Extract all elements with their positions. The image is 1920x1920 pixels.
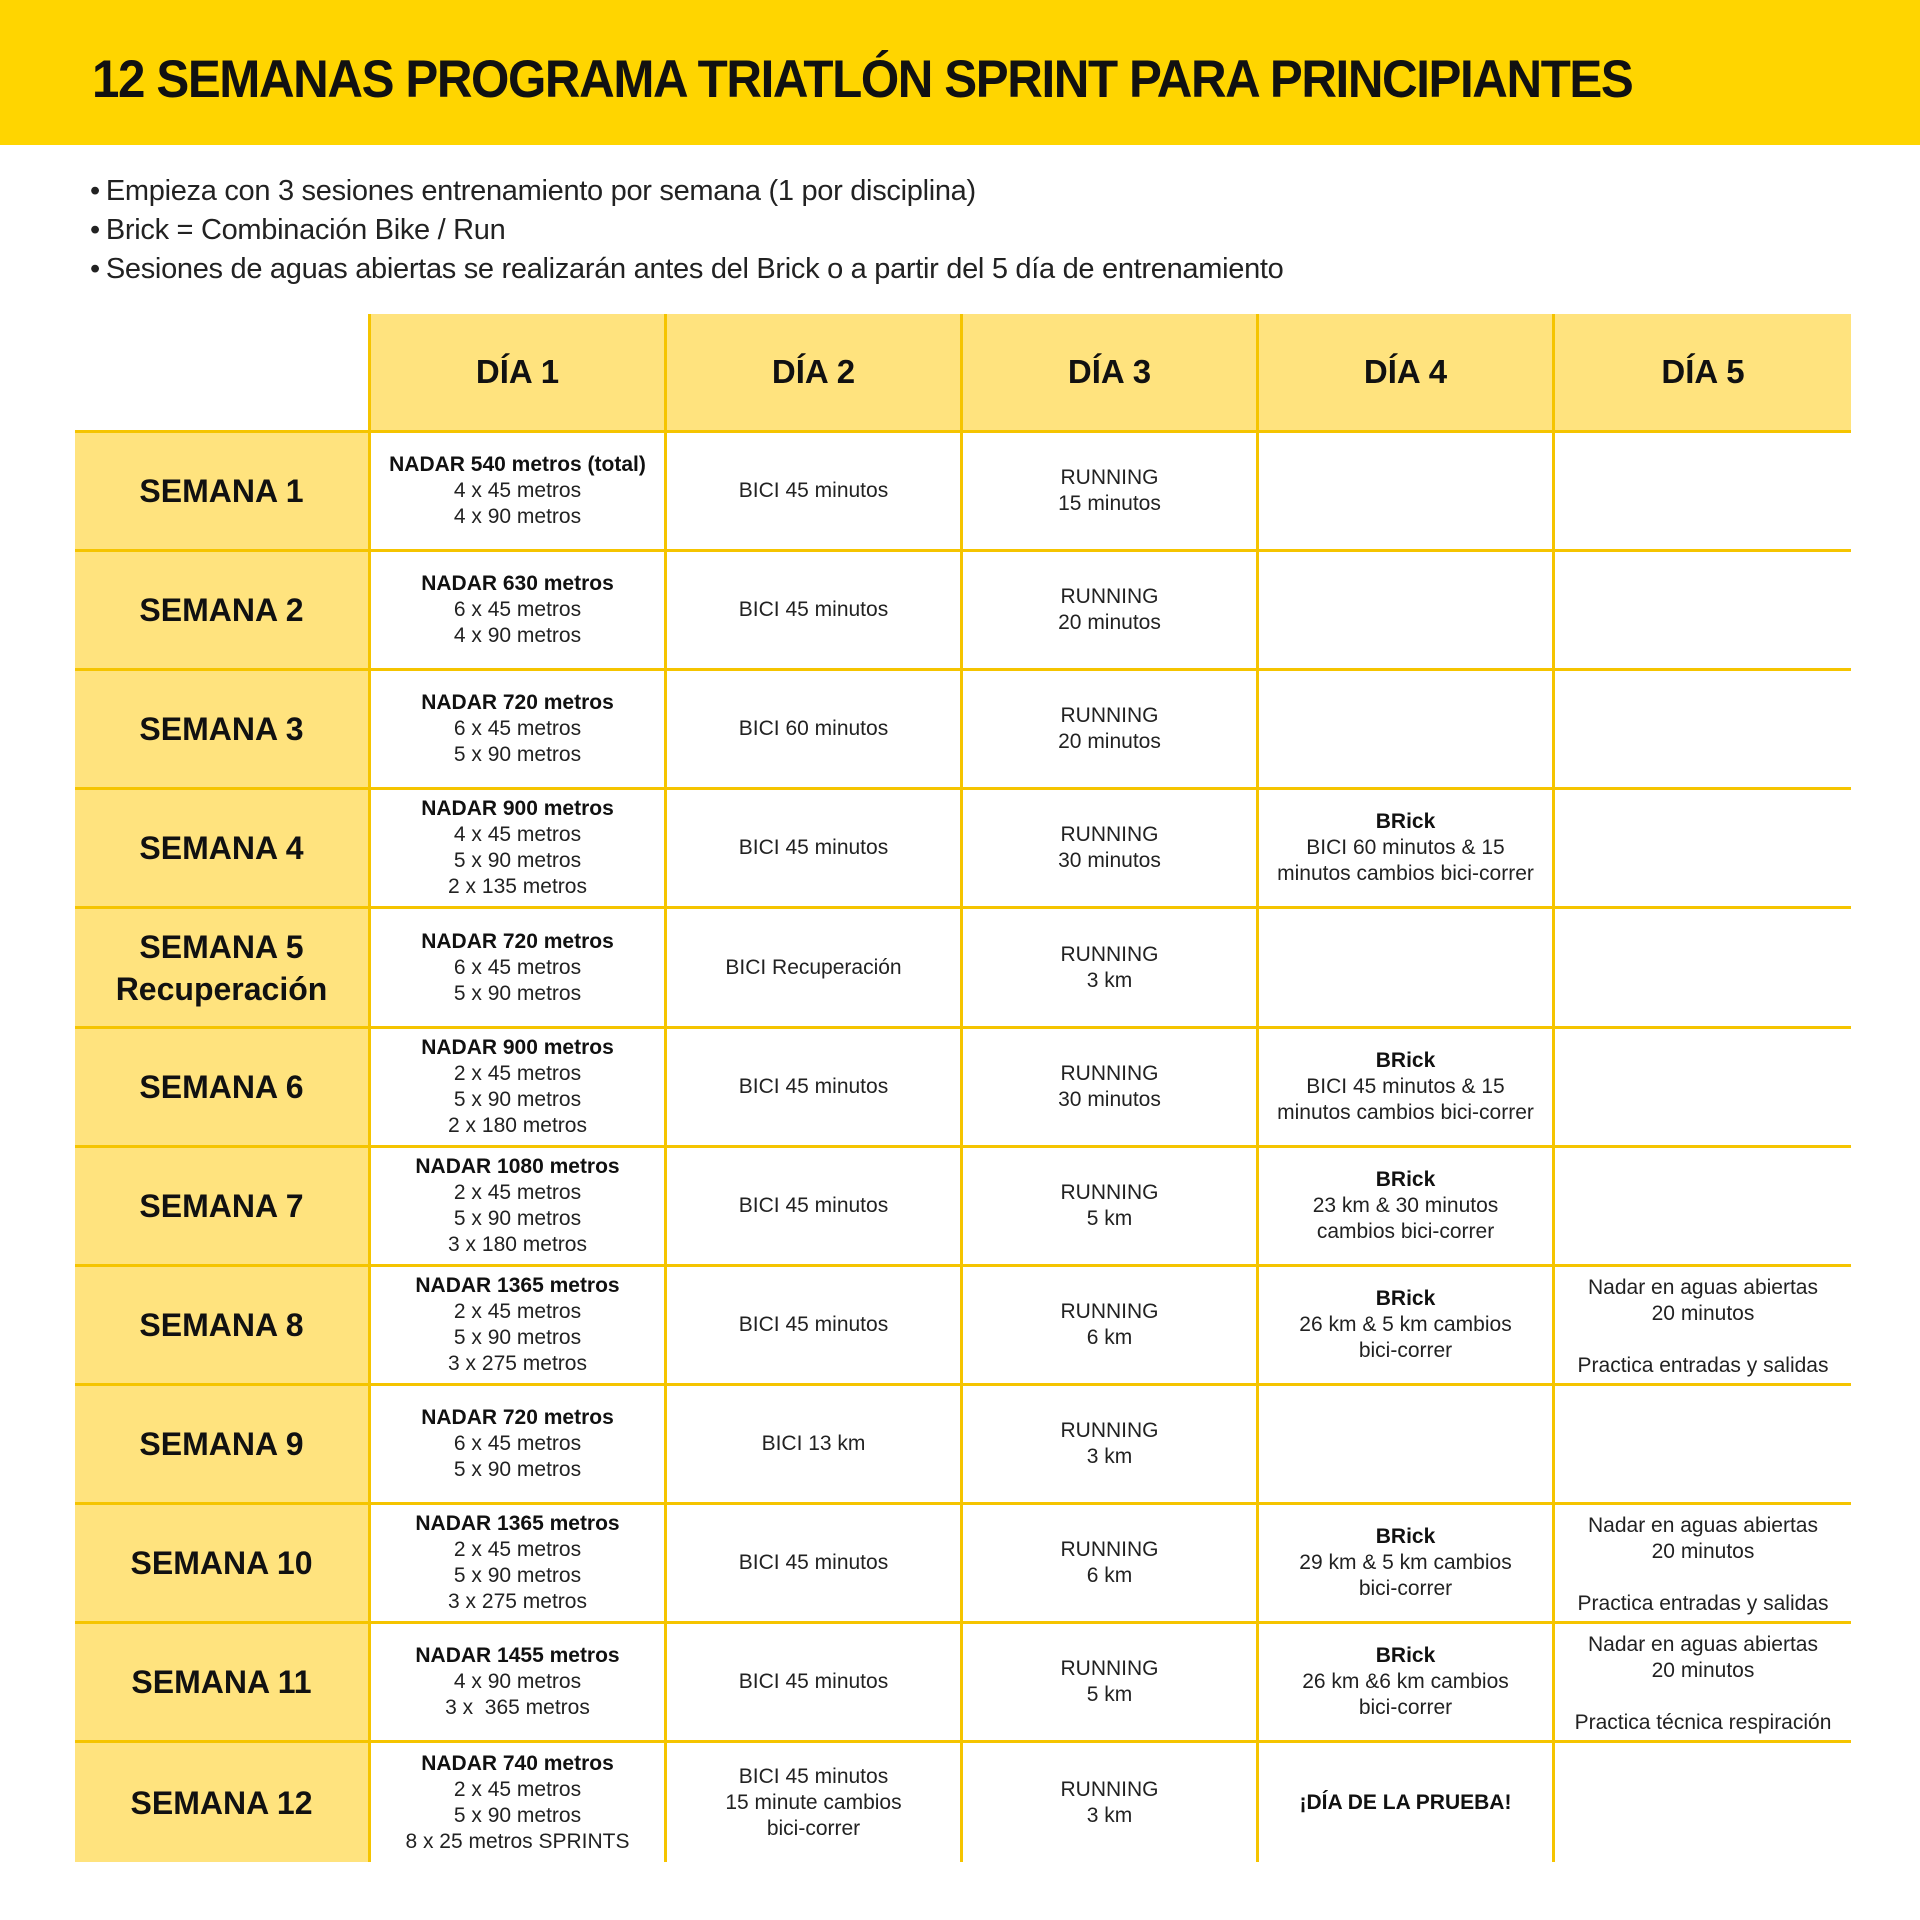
cell-week-5-day-4: [1259, 909, 1555, 1028]
session-detail: BICI 45 minutos: [738, 1764, 889, 1788]
cell-week-5-day-1: [371, 909, 667, 1028]
session-title: BRick: [1375, 1167, 1436, 1191]
session-detail: 6 x 45 metros: [453, 1431, 582, 1455]
session-detail: 26 km &6 km cambios: [1302, 1670, 1509, 1694]
note-item: • Sesiones de aguas abiertas se realizarán antes del Brick o a partir del 5 día de entrenamiento: [90, 250, 1284, 289]
session-title: BRick: [1375, 1524, 1436, 1548]
session-detail: BICI Recuperación: [725, 955, 902, 979]
session-detail: 8 x 25 metros SPRINTS: [405, 1829, 630, 1853]
session-title: NADAR 540 metros (total): [389, 453, 646, 477]
week-label-text: SEMANA 11: [131, 1664, 312, 1701]
cell-week-4-day-2: [667, 790, 963, 909]
session-detail: bici-correr: [766, 1816, 861, 1840]
header-day-2: DÍA 2: [667, 314, 963, 433]
cell-week-11-day-3: [963, 1624, 1259, 1743]
session-detail: RUNNING: [1060, 1537, 1159, 1561]
week-label-text: SEMANA 2: [139, 592, 304, 629]
cell-week-7-day-4: [1259, 1148, 1555, 1267]
cell-week-11-day-4: [1259, 1624, 1555, 1743]
session-detail: 6 x 45 metros: [453, 955, 582, 979]
table-corner: [75, 314, 371, 433]
session-detail: bici-correr: [1358, 1338, 1453, 1362]
week-label: [75, 433, 371, 552]
week-label-text: Recuperación: [115, 970, 328, 1007]
week-label-text: SEMANA 8: [139, 1306, 304, 1343]
session-detail: 5 x 90 metros: [453, 981, 582, 1005]
session-detail: RUNNING: [1060, 1180, 1159, 1204]
session-detail: BICI 45 minutos: [738, 479, 889, 503]
note-item: • Brick = Combinación Bike / Run: [90, 211, 1284, 250]
cell-week-9-day-2: [667, 1386, 963, 1505]
session-detail: 2 x 180 metros: [448, 1113, 587, 1137]
session-note: Practica técnica respiración: [1574, 1711, 1832, 1735]
cell-week-2-day-2: [667, 552, 963, 671]
session-detail: BICI 45 minutos: [738, 1193, 889, 1217]
session-detail: 4 x 90 metros: [453, 1670, 582, 1694]
session-detail: 5 x 90 metros: [453, 1457, 582, 1481]
session-note: Practica entradas y salidas: [1577, 1353, 1829, 1377]
session-title: NADAR 720 metros: [421, 929, 614, 953]
session-detail: RUNNING: [1060, 823, 1159, 847]
session-detail: 3 x 365 metros: [445, 1696, 590, 1720]
session-title: BRick: [1375, 1286, 1436, 1310]
session-title: NADAR 1455 metros: [415, 1644, 620, 1668]
cell-week-12-day-3: [963, 1743, 1259, 1862]
cell-week-11-day-5: [1555, 1624, 1851, 1743]
cell-week-1-day-1: [371, 433, 667, 552]
session-detail: RUNNING: [1060, 1418, 1159, 1442]
week-label: [75, 1148, 371, 1267]
session-detail: 4 x 90 metros: [453, 505, 582, 529]
session-detail: BICI 45 minutos: [738, 1074, 889, 1098]
session-detail: RUNNING: [1060, 704, 1159, 728]
session-detail: 4 x 45 metros: [453, 479, 582, 503]
session-title: BRick: [1375, 1048, 1436, 1072]
session-detail: 5 x 90 metros: [453, 1206, 582, 1230]
week-label-text: SEMANA 5: [139, 928, 304, 965]
session-detail: 4 x 45 metros: [453, 823, 582, 847]
session-detail: Nadar en aguas abiertas: [1588, 1275, 1818, 1299]
cell-week-9-day-5: [1555, 1386, 1851, 1505]
cell-week-2-day-5: [1555, 552, 1851, 671]
cell-week-8-day-1: [371, 1267, 667, 1386]
week-label-text: SEMANA 4: [139, 830, 304, 867]
session-detail: RUNNING: [1060, 942, 1159, 966]
session-detail: 30 minutos: [1058, 1087, 1161, 1111]
session-detail: 3 km: [1086, 1803, 1133, 1827]
session-detail: 3 km: [1086, 968, 1133, 992]
cell-week-3-day-2: [667, 671, 963, 790]
cell-week-6-day-1: [371, 1029, 667, 1148]
session-detail: 6 km: [1086, 1563, 1133, 1587]
notes-list: [90, 172, 1284, 289]
session-detail: bici-correr: [1358, 1696, 1453, 1720]
cell-week-5-day-3: [963, 909, 1259, 1028]
week-label-text: SEMANA 7: [139, 1187, 304, 1224]
cell-week-7-day-2: [667, 1148, 963, 1267]
session-detail: minutos cambios bici-correr: [1277, 862, 1534, 886]
cell-week-3-day-1: [371, 671, 667, 790]
session-detail: 6 x 45 metros: [453, 598, 582, 622]
session-title: NADAR 720 metros: [421, 1405, 614, 1429]
cell-week-6-day-5: [1555, 1029, 1851, 1148]
session-title: NADAR 1365 metros: [415, 1273, 620, 1297]
cell-week-10-day-1: [371, 1505, 667, 1624]
cell-week-7-day-5: [1555, 1148, 1851, 1267]
week-label: [75, 909, 371, 1028]
cell-week-8-day-3: [963, 1267, 1259, 1386]
week-label: [75, 1743, 371, 1862]
week-label: [75, 671, 371, 790]
session-detail: 5 x 90 metros: [453, 1325, 582, 1349]
session-detail: 29 km & 5 km cambios: [1299, 1550, 1512, 1574]
session-title: NADAR 1365 metros: [415, 1511, 620, 1535]
session-title: NADAR 1080 metros: [415, 1154, 620, 1178]
session-detail: RUNNING: [1060, 1777, 1159, 1801]
session-detail: 5 x 90 metros: [453, 743, 582, 767]
week-label: [75, 1505, 371, 1624]
session-detail: 2 x 45 metros: [453, 1299, 582, 1323]
session-detail: 20 minutos: [1058, 611, 1161, 635]
session-title: NADAR 900 metros: [421, 797, 614, 821]
cell-week-12-day-1: [371, 1743, 667, 1862]
session-detail: 15 minutos: [1058, 492, 1161, 516]
cell-week-7-day-3: [963, 1148, 1259, 1267]
header-day-5: DÍA 5: [1555, 314, 1851, 433]
header-day-1: DÍA 1: [371, 314, 667, 433]
cell-week-4-day-4: [1259, 790, 1555, 909]
cell-week-6-day-4: [1259, 1029, 1555, 1148]
week-label: [75, 790, 371, 909]
session-detail: Nadar en aguas abiertas: [1588, 1633, 1818, 1657]
session-detail: BICI 60 minutos & 15: [1306, 836, 1505, 860]
session-detail: BICI 45 minutos: [738, 1670, 889, 1694]
session-detail: BICI 45 minutos: [738, 836, 889, 860]
note-item: • Empieza con 3 sesiones entrenamiento por semana (1 por disciplina): [90, 172, 1284, 211]
cell-week-9-day-3: [963, 1386, 1259, 1505]
cell-week-9-day-4: [1259, 1386, 1555, 1505]
session-detail: 5 x 90 metros: [453, 1087, 582, 1111]
week-label-text: SEMANA 6: [139, 1068, 304, 1105]
week-label: [75, 1267, 371, 1386]
title-banner: [0, 0, 1920, 145]
session-detail: 2 x 45 metros: [453, 1777, 582, 1801]
session-detail: BICI 45 minutos: [738, 598, 889, 622]
session-detail: RUNNING: [1060, 1061, 1159, 1085]
session-detail: RUNNING: [1060, 585, 1159, 609]
cell-week-11-day-1: [371, 1624, 667, 1743]
session-detail: 3 x 275 metros: [448, 1589, 587, 1613]
session-title: ¡DÍA DE LA PRUEBA!: [1299, 1790, 1512, 1814]
cell-week-3-day-4: [1259, 671, 1555, 790]
cell-week-5-day-5: [1555, 909, 1851, 1028]
cell-week-8-day-5: [1555, 1267, 1851, 1386]
session-detail: RUNNING: [1060, 466, 1159, 490]
session-detail: BICI 13 km: [761, 1431, 866, 1455]
header-day-4: DÍA 4: [1259, 314, 1555, 433]
cell-week-3-day-3: [963, 671, 1259, 790]
cell-week-9-day-1: [371, 1386, 667, 1505]
cell-week-10-day-5: [1555, 1505, 1851, 1624]
session-detail: cambios bici-correr: [1316, 1219, 1495, 1243]
session-detail: 6 x 45 metros: [453, 717, 582, 741]
session-detail: BICI 45 minutos: [738, 1550, 889, 1574]
session-title: NADAR 740 metros: [421, 1751, 614, 1775]
week-label: [75, 1386, 371, 1505]
session-detail: 20 minutos: [1651, 1301, 1755, 1325]
session-detail: 5 x 90 metros: [453, 849, 582, 873]
cell-week-2-day-3: [963, 552, 1259, 671]
session-detail: 6 km: [1086, 1325, 1133, 1349]
session-detail: RUNNING: [1060, 1299, 1159, 1323]
session-detail: 20 minutos: [1651, 1659, 1755, 1683]
session-detail: 20 minutos: [1651, 1539, 1755, 1563]
cell-week-6-day-3: [963, 1029, 1259, 1148]
week-label-text: SEMANA 3: [139, 711, 304, 748]
cell-week-4-day-5: [1555, 790, 1851, 909]
cell-week-10-day-3: [963, 1505, 1259, 1624]
session-detail: 2 x 135 metros: [448, 875, 587, 899]
session-detail: 5 km: [1086, 1683, 1133, 1707]
session-title: NADAR 900 metros: [421, 1035, 614, 1059]
session-detail: 26 km & 5 km cambios: [1299, 1312, 1512, 1336]
week-label-text: SEMANA 1: [139, 473, 304, 510]
session-detail: 3 x 275 metros: [448, 1351, 587, 1375]
cell-week-7-day-1: [371, 1148, 667, 1267]
session-detail: 5 km: [1086, 1206, 1133, 1230]
week-label-text: SEMANA 10: [130, 1544, 313, 1581]
week-label: [75, 552, 371, 671]
session-detail: 23 km & 30 minutos: [1312, 1193, 1499, 1217]
session-detail: 5 x 90 metros: [453, 1803, 582, 1827]
week-label: [75, 1029, 371, 1148]
cell-week-8-day-2: [667, 1267, 963, 1386]
cell-week-12-day-5: [1555, 1743, 1851, 1862]
cell-week-5-day-2: [667, 909, 963, 1028]
session-title: BRick: [1375, 1644, 1436, 1668]
session-detail: 4 x 90 metros: [453, 624, 582, 648]
cell-week-10-day-4: [1259, 1505, 1555, 1624]
session-detail: minutos cambios bici-correr: [1277, 1100, 1534, 1124]
session-title: BRick: [1375, 810, 1436, 834]
session-detail: 15 minute cambios: [725, 1790, 902, 1814]
cell-week-1-day-4: [1259, 433, 1555, 552]
cell-week-1-day-3: [963, 433, 1259, 552]
session-detail: 2 x 45 metros: [453, 1061, 582, 1085]
session-detail: 2 x 45 metros: [453, 1180, 582, 1204]
session-note: Practica entradas y salidas: [1577, 1591, 1829, 1615]
session-detail: BICI 45 minutos: [738, 1312, 889, 1336]
session-detail: bici-correr: [1358, 1576, 1453, 1600]
session-detail: BICI 60 minutos: [738, 717, 889, 741]
cell-week-6-day-2: [667, 1029, 963, 1148]
cell-week-8-day-4: [1259, 1267, 1555, 1386]
cell-week-2-day-4: [1259, 552, 1555, 671]
cell-week-12-day-4: [1259, 1743, 1555, 1862]
week-label-text: SEMANA 9: [139, 1425, 304, 1462]
cell-week-11-day-2: [667, 1624, 963, 1743]
cell-week-4-day-1: [371, 790, 667, 909]
session-detail: 2 x 45 metros: [453, 1537, 582, 1561]
session-title: NADAR 720 metros: [421, 691, 614, 715]
cell-week-4-day-3: [963, 790, 1259, 909]
session-detail: Nadar en aguas abiertas: [1588, 1513, 1818, 1537]
training-schedule-table: [75, 314, 1851, 1862]
cell-week-1-day-2: [667, 433, 963, 552]
cell-week-3-day-5: [1555, 671, 1851, 790]
cell-week-10-day-2: [667, 1505, 963, 1624]
session-title: NADAR 630 metros: [421, 572, 614, 596]
cell-week-2-day-1: [371, 552, 667, 671]
week-label: [75, 1624, 371, 1743]
session-detail: 20 minutos: [1058, 730, 1161, 754]
session-detail: 3 km: [1086, 1444, 1133, 1468]
week-label-text: SEMANA 12: [130, 1784, 313, 1821]
page-title: 12 SEMANAS PROGRAMA TRIATLÓN SPRINT PARA PRINCIPIANTES: [92, 50, 1633, 109]
session-detail: RUNNING: [1060, 1657, 1159, 1681]
cell-week-12-day-2: [667, 1743, 963, 1862]
session-detail: 3 x 180 metros: [448, 1232, 587, 1256]
cell-week-1-day-5: [1555, 433, 1851, 552]
header-day-3: DÍA 3: [963, 314, 1259, 433]
session-detail: 30 minutos: [1058, 849, 1161, 873]
session-detail: BICI 45 minutos & 15: [1306, 1074, 1505, 1098]
session-detail: 5 x 90 metros: [453, 1563, 582, 1587]
